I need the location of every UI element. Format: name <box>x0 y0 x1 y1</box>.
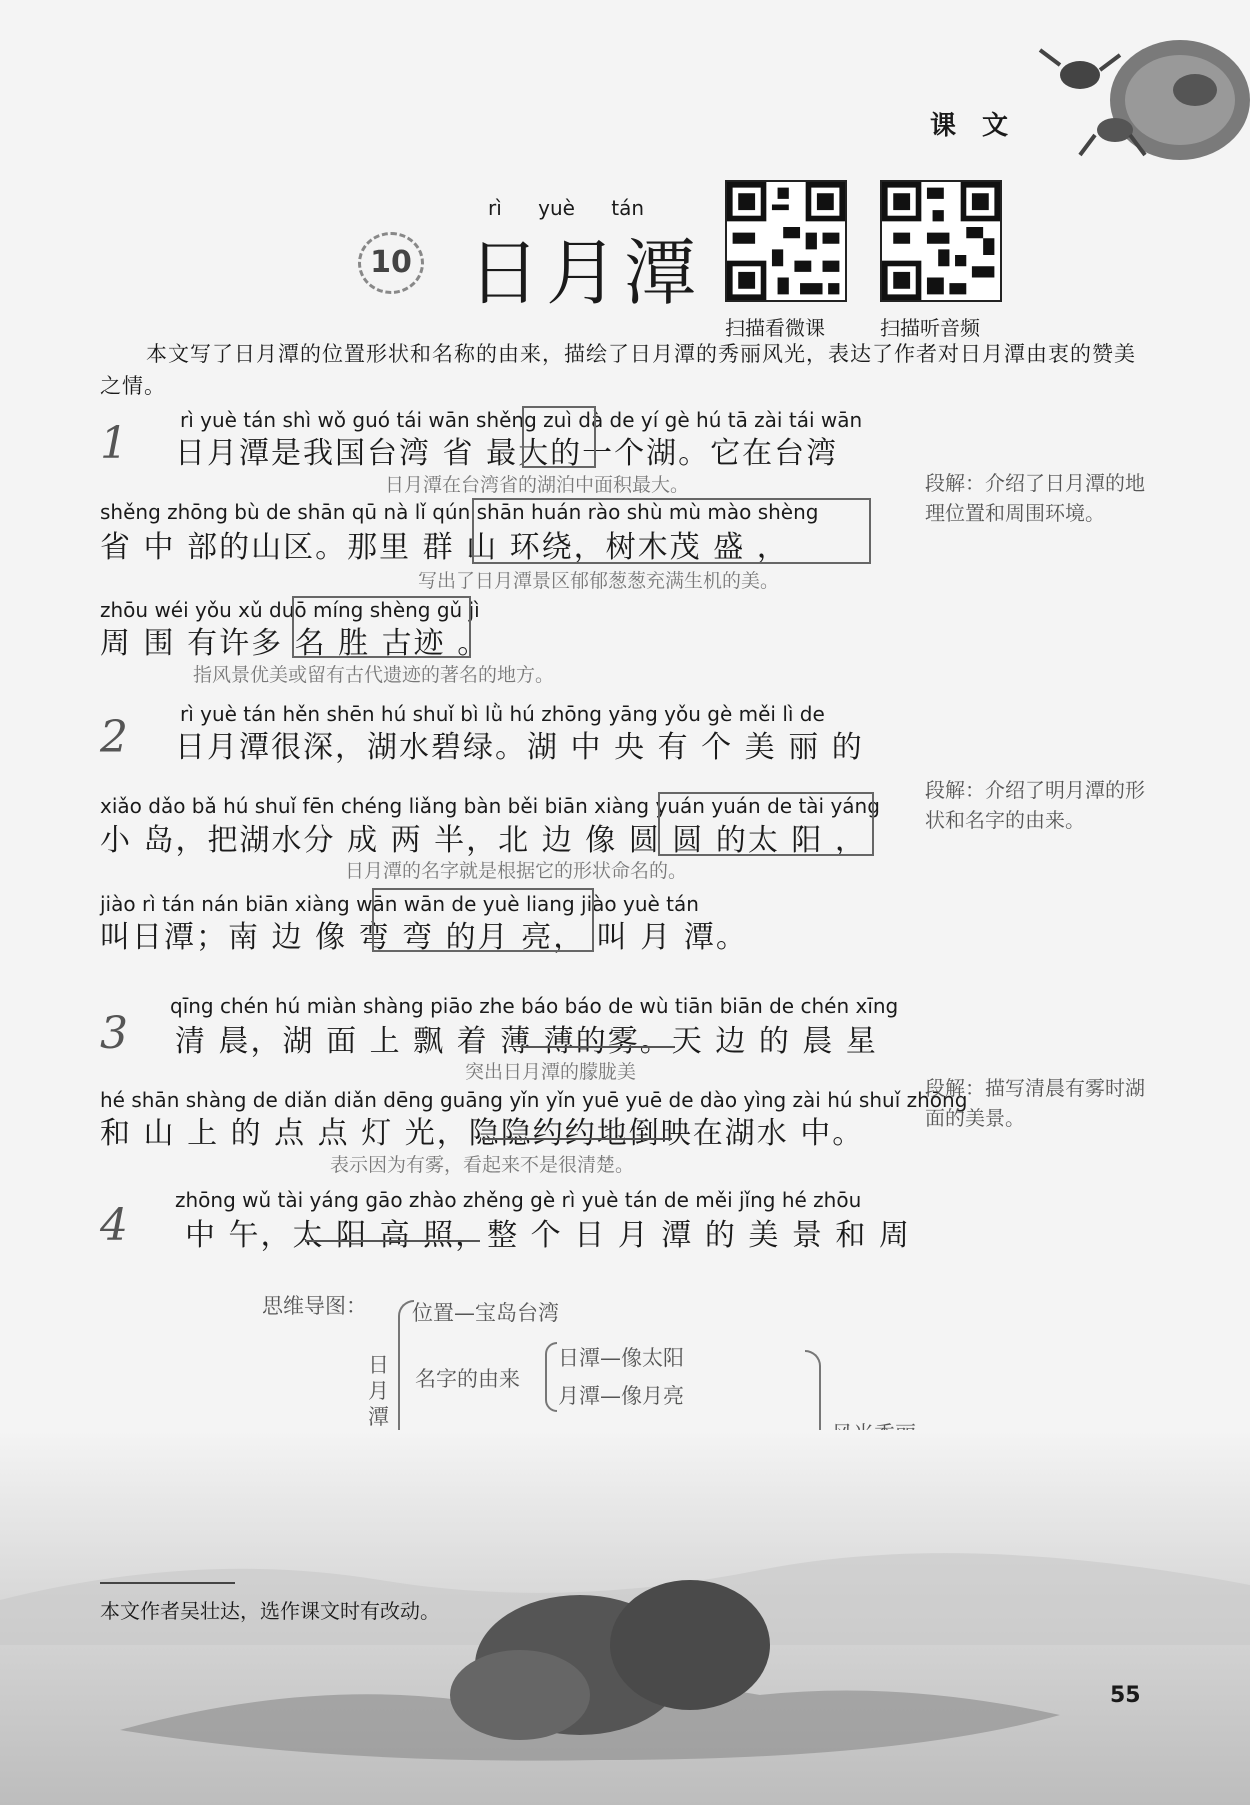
text-line: 叫日潭；南 边 像 弯 弯 的月 亮， 叫 月 潭。 <box>100 920 748 955</box>
text-line: 中 午，太 阳 高 照，整 个 日 月 潭 的 美 景 和 周 <box>185 1218 911 1253</box>
mindmap-position: 位置—宝岛台湾 <box>412 1301 559 1325</box>
page-number: 55 <box>1110 1683 1141 1708</box>
pinyin-line: qīng chén hú miàn shàng piāo zhe báo báo de wù tiān biān de chén xīng <box>170 994 899 1018</box>
title-pinyin: rì yuè tán <box>488 196 645 220</box>
mindmap-root: 日月潭 <box>368 1353 389 1429</box>
pinyin-line: hé shān shàng de diǎn diǎn dēng guāng yǐn yǐn yuē yuē de dào yìng zài hú shuǐ zhōng <box>100 1088 968 1112</box>
lesson-title: 日月潭 <box>468 231 703 315</box>
vocab-box <box>522 406 596 468</box>
footnote: 本文作者吴壮达，选作课文时有改动。 <box>100 1599 440 1623</box>
qr-code-video[interactable] <box>725 180 847 302</box>
mindmap-ri: 日潭—像太阳 <box>558 1346 684 1370</box>
text-line: 清 晨，湖 面 上 飘 着 薄 薄的雾。天 边 的 晨 星 <box>175 1024 878 1059</box>
paragraph-explanation: 段解：介绍了日月潭的地理位置和周围环境。 <box>925 471 1145 525</box>
underline <box>520 1046 675 1048</box>
text-line: 小 岛，把湖水分 成 两 半，北 边 像 圆 圆 的太 阳 ， <box>100 823 867 858</box>
paragraph-explanation: 段解：介绍了明月潭的形状和名字的由来。 <box>925 778 1145 832</box>
qr-code-audio[interactable] <box>880 180 1002 302</box>
underline <box>482 1138 672 1140</box>
text-line: 周 围 有许多 名 胜 古迹 。 <box>100 626 490 661</box>
pinyin-line: zhōu wéi yǒu xǔ duō míng shèng gǔ jì <box>100 598 480 622</box>
pinyin-line: rì yuè tán shì wǒ guó tái wān shěng zuì dà de yí gè hú tā zài tái wān <box>180 408 863 432</box>
vocab-box <box>372 888 594 952</box>
annotation: 日月潭的名字就是根据它的形状命名的。 <box>345 860 688 882</box>
text-line: 和 山 上 的 点 点 灯 光，隐隐约约地倒映在湖水 中。 <box>100 1116 865 1151</box>
vocab-box <box>472 498 871 564</box>
mindmap-brace <box>545 1342 557 1412</box>
annotation: 表示因为有雾，看起来不是很清楚。 <box>330 1154 635 1176</box>
pinyin-line: jiào rì tán nán biān xiàng wān wān de yuè liang jiào yuè tán <box>100 892 699 916</box>
paragraph-explanation: 段解：描写清晨有雾时湖面的美景。 <box>925 1076 1145 1130</box>
annotation: 日月潭在台湾省的湖泊中面积最大。 <box>385 474 690 496</box>
frog-lilypad-illustration <box>1020 20 1250 170</box>
paragraph-number: 4 <box>100 1200 128 1251</box>
pinyin-line: shěng zhōng bù de shān qū nà lǐ qún shān huán rào shù mù mào shèng <box>100 500 819 524</box>
pinyin-line: xiǎo dǎo bǎ hú shuǐ fēn chéng liǎng bàn běi biān xiàng yuán yuán de tài yáng <box>100 794 880 818</box>
vocab-box <box>658 792 874 856</box>
annotation: 指风景优美或留有古代遗迹的著名的地方。 <box>193 664 555 686</box>
pinyin-line: zhōng wǔ tài yáng gāo zhào zhěng gè rì yuè tán de měi jǐng hé zhōu <box>175 1188 862 1212</box>
section-header: 课文 <box>930 111 1035 141</box>
underline <box>305 1240 480 1242</box>
mindmap-name-origin: 名字的由来 <box>415 1367 520 1391</box>
paragraph-number: 1 <box>100 418 128 469</box>
qr-label-audio: 扫描听音频 <box>880 316 980 340</box>
text-line: 日月潭很深，湖水碧绿。湖 中 央 有 个 美 丽 的 <box>175 730 864 765</box>
mindmap-label: 思维导图： <box>262 1294 367 1318</box>
vocab-box <box>292 596 471 658</box>
lesson-number: 10 <box>358 232 424 294</box>
annotation: 写出了日月潭景区郁郁葱葱充满生机的美。 <box>418 570 780 592</box>
paragraph-number: 3 <box>100 1008 128 1059</box>
text-line: 日月潭是我国台湾 省 最大的一个湖。它在台湾 <box>175 436 839 471</box>
annotation: 突出日月潭的朦胧美 <box>465 1061 637 1083</box>
footnote-divider <box>100 1582 235 1584</box>
paragraph-number: 2 <box>100 712 128 763</box>
mindmap-yue: 月潭—像月亮 <box>558 1384 684 1408</box>
pinyin-line: rì yuè tán hěn shēn hú shuǐ bì lǜ hú zhōng yāng yǒu gè měi lì de <box>180 702 825 726</box>
lesson-summary: 本文写了日月潭的位置形状和名称的由来，描绘了日月潭的秀丽风光，表达了作者对日月潭由衷的赞美之情。 <box>100 342 1136 398</box>
text-line: 省 中 部的山区。那里 群 山 环绕，树木茂 盛 ， <box>100 530 789 565</box>
qr-label-video: 扫描看微课 <box>725 316 825 340</box>
